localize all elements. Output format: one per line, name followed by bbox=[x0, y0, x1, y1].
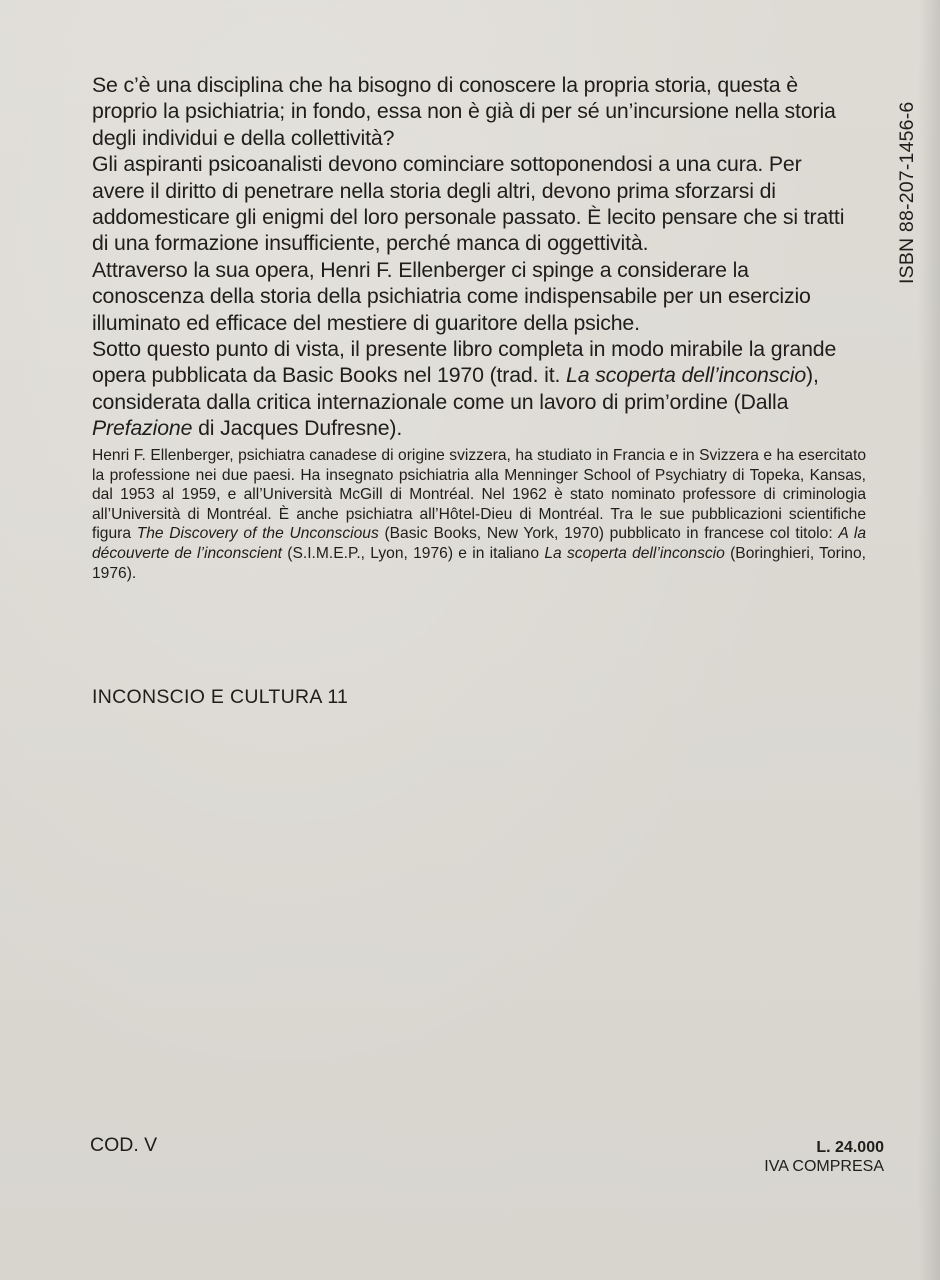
bio-book-title: La scoperta dell’inconscio bbox=[544, 544, 725, 562]
spine-shadow bbox=[918, 0, 940, 1280]
code-label: COD. V bbox=[90, 1134, 158, 1156]
bio-paragraph bbox=[92, 446, 866, 583]
book-title-italic: La scoperta dell’inconscio bbox=[566, 363, 807, 388]
bio-text-segment: (S.I.M.E.P., Lyon, 1976) e in italiano bbox=[282, 544, 545, 562]
blurb-text-segment: ), considerata dalla critica internazionale come un lavoro di prim’ordine (Dalla bbox=[92, 363, 819, 414]
blurb-text bbox=[92, 72, 852, 442]
blurb-paragraph: Attraverso la sua opera, Henri F. Ellenberger ci spinge a considerare la conoscenza della storia della psichiatria come indispensabile per un esercizio illuminato ed efficace del mestiere di guaritore della psiche. bbox=[92, 257, 811, 335]
isbn-label bbox=[896, 78, 918, 288]
blurb-text-segment: di Jacques Dufresne). bbox=[192, 416, 403, 441]
bio-text-segment: (Basic Books, New York, 1970) pubblicato in francese col titolo: bbox=[378, 525, 839, 543]
price-block bbox=[764, 1138, 884, 1176]
price-amount: L. 24.000 bbox=[816, 1139, 884, 1156]
preface-italic: Prefazione bbox=[92, 416, 193, 441]
blurb-paragraph bbox=[92, 336, 852, 442]
bio-text-segment: (Boringhieri, Torino, 1976). bbox=[92, 544, 866, 582]
bio-text-segment: Henri F. Ellenberger, psichiatra canadese di origine svizzera, ha studiato in Francia e in Svizzera e ha esercitato la professione nei due paesi. Ha insegnato psichiatria alla Menninger School of Psychiatry di Topeka, Kansas, dal 1953 al 1959, e all’Università McGill di Montréal. Nel 1962 è stato nominato professore di criminologia all’Università di Montréal. È anche psichiatra all’Hôtel-Dieu di Montréal. Tra le sue pubblicazioni scientifiche figura bbox=[92, 447, 866, 543]
isbn-text: ISBN 88-207-1456-6 bbox=[896, 101, 918, 284]
bio-book-title: A la découverte de l’inconscient bbox=[92, 525, 866, 562]
blurb-paragraph: Gli aspiranti psicoanalisti devono cominciare sottoponendosi a una cura. Per avere il diritto di penetrare nella storia degli altri, devono prima sforzarsi di addomesticare gli enigmi del loro personale passato. È lecito pensare che si tratti di una formazione insufficiente, perché manca di oggettività. bbox=[92, 152, 845, 256]
bio-book-title: The Discovery of the Unconscious bbox=[136, 525, 379, 543]
series-title: INCONSCIO E CULTURA 11 bbox=[92, 686, 349, 708]
blurb-text-segment: Sotto questo punto di vista, il presente libro completa in modo mirabile la grande opera pubblicata da Basic Books nel 1970 (trad. it. bbox=[92, 337, 837, 388]
author-bio bbox=[92, 446, 866, 583]
price-note: IVA COMPRESA bbox=[764, 1158, 884, 1175]
blurb-paragraph: Se c’è una disciplina che ha bisogno di conoscere la propria storia, questa è proprio la psichiatria; in fondo, essa non è già di per sé un’incursione nella storia degli individui e della collettività? bbox=[92, 73, 836, 150]
